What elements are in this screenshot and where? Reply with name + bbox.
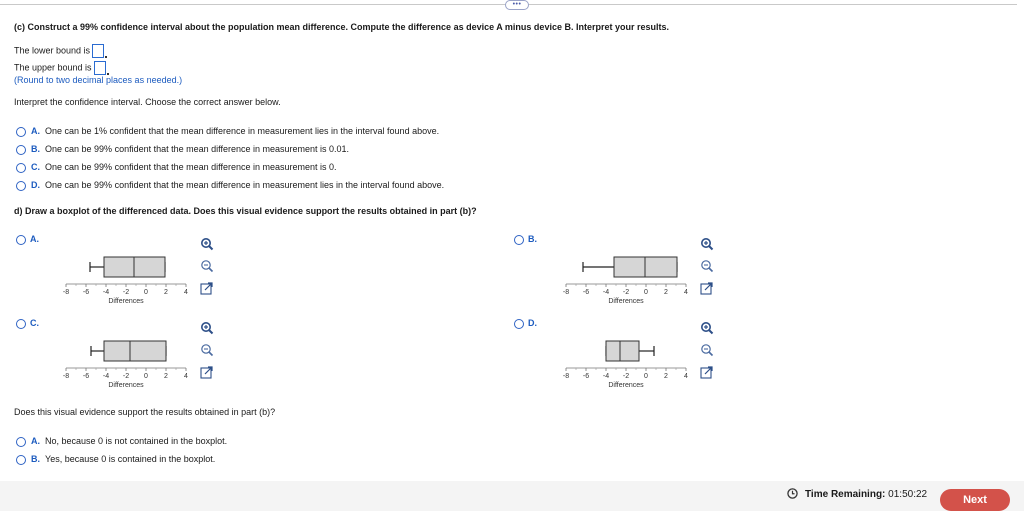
x-tick-label: -2 — [122, 373, 130, 380]
x-tick-label: 4 — [684, 373, 688, 380]
x-axis-label: Differences — [608, 298, 644, 305]
boxplot-a-tools — [199, 236, 215, 300]
zoom-out-icon[interactable] — [202, 345, 213, 356]
boxplot-a-radio[interactable] — [16, 235, 26, 245]
followup-b-radio[interactable] — [16, 455, 26, 465]
boxplot-b-letter[interactable]: B. — [528, 234, 537, 244]
clock-icon — [787, 488, 798, 499]
x-tick-label: -4 — [102, 373, 110, 380]
popout-icon[interactable] — [201, 367, 212, 378]
popout-icon[interactable] — [701, 367, 712, 378]
boxplot-b-chart — [556, 252, 696, 310]
boxplot-c-radio[interactable] — [16, 319, 26, 329]
boxplot-c-chart — [56, 336, 196, 394]
x-tick-label: -4 — [602, 289, 610, 296]
zoom-out-icon[interactable] — [202, 261, 213, 272]
zoom-out-icon[interactable] — [702, 345, 713, 356]
x-tick-label: 0 — [144, 373, 148, 380]
popout-icon[interactable] — [201, 283, 212, 294]
option-b-radio[interactable] — [16, 145, 26, 155]
boxplot-d-radio[interactable] — [514, 319, 524, 329]
x-tick-label: -8 — [562, 373, 570, 380]
x-tick-label: 0 — [644, 289, 648, 296]
x-tick-label: 0 — [644, 373, 648, 380]
boxplot-b-tools — [699, 236, 715, 300]
followup-question: Does this visual evidence support the results obtained in part (b)? — [14, 407, 276, 417]
zoom-in-icon[interactable] — [202, 323, 213, 334]
lower-bound-input[interactable] — [92, 44, 104, 58]
followup-a-radio[interactable] — [16, 437, 26, 447]
x-tick-label: -6 — [582, 373, 590, 380]
boxplot-b-radio[interactable] — [514, 235, 524, 245]
x-tick-label: -4 — [102, 289, 110, 296]
x-axis-label: Differences — [108, 382, 144, 389]
part-c-question: (c) Construct a 99% confidence interval about the population mean difference. Compute the difference as device A minus device B. Interpret your results. — [14, 22, 669, 32]
x-axis-label: Differences — [108, 298, 144, 305]
collapse-handle[interactable]: ••• — [505, 0, 529, 10]
box — [104, 341, 166, 361]
boxplot-c-letter[interactable]: C. — [30, 318, 39, 328]
x-tick-label: 4 — [184, 373, 188, 380]
x-tick-label: -8 — [62, 289, 70, 296]
boxplot-d-tools — [699, 320, 715, 384]
x-tick-label: -6 — [582, 289, 590, 296]
followup-option-b[interactable]: B. Yes, because 0 is contained in the boxplot. — [31, 454, 216, 464]
option-c[interactable]: C. One can be 99% confident that the mean difference in measurement is 0. — [31, 162, 337, 172]
option-d[interactable]: D. One can be 99% confident that the mean difference in measurement lies in the interval found above. — [31, 180, 445, 190]
boxplot-d-letter[interactable]: D. — [528, 318, 537, 328]
x-tick-label: -2 — [622, 373, 630, 380]
boxplot-d-chart — [556, 336, 696, 394]
lower-bound-label: The lower bound is — [14, 45, 91, 56]
zoom-out-icon[interactable] — [702, 261, 713, 272]
x-tick-label: -6 — [82, 289, 90, 296]
zoom-in-icon[interactable] — [702, 239, 713, 250]
x-tick-label: -8 — [562, 289, 570, 296]
x-tick-label: 4 — [684, 289, 688, 296]
boxplot-a-chart — [56, 252, 196, 310]
x-tick-label: -6 — [82, 373, 90, 380]
next-button[interactable]: Next — [940, 489, 1010, 511]
x-tick-label: 2 — [664, 289, 668, 296]
popout-icon[interactable] — [701, 283, 712, 294]
x-tick-label: 2 — [164, 289, 168, 296]
option-a-radio[interactable] — [16, 127, 26, 137]
interpret-prompt: Interpret the confidence interval. Choose the correct answer below. — [14, 97, 281, 107]
option-a[interactable]: A. One can be 1% confident that the mean difference in measurement lies in the interval found above. — [31, 126, 440, 136]
x-tick-label: 2 — [164, 373, 168, 380]
option-b[interactable]: B. One can be 99% confident that the mean difference in measurement is 0.01. — [31, 144, 350, 154]
time-remaining: Time Remaining: 01:50:22 — [805, 489, 928, 500]
option-c-radio[interactable] — [16, 163, 26, 173]
zoom-in-icon[interactable] — [702, 323, 713, 334]
input-caret — [105, 56, 107, 58]
x-axis-label: Differences — [608, 382, 644, 389]
boxplot-a-letter[interactable]: A. — [30, 234, 39, 244]
x-tick-label: -2 — [622, 289, 630, 296]
round-note: (Round to two decimal places as needed.) — [14, 75, 183, 85]
upper-bound-input[interactable] — [94, 61, 106, 75]
option-d-radio[interactable] — [16, 181, 26, 191]
x-tick-label: 4 — [184, 289, 188, 296]
part-d-question: d) Draw a boxplot of the differenced data. Does this visual evidence support the results obtained in part (b)? — [14, 206, 477, 216]
x-tick-label: 2 — [664, 373, 668, 380]
box — [606, 341, 639, 361]
upper-bound-label: The upper bound is — [14, 62, 92, 73]
zoom-in-icon[interactable] — [202, 239, 213, 250]
lower-bound-row — [14, 44, 107, 58]
x-tick-label: 0 — [144, 289, 148, 296]
x-tick-label: -4 — [602, 373, 610, 380]
x-tick-label: -8 — [62, 373, 70, 380]
boxplot-c-tools — [199, 320, 215, 384]
followup-option-a[interactable]: A. No, because 0 is not contained in the boxplot. — [31, 436, 228, 446]
x-tick-label: -2 — [122, 289, 130, 296]
upper-bound-row — [14, 61, 109, 75]
